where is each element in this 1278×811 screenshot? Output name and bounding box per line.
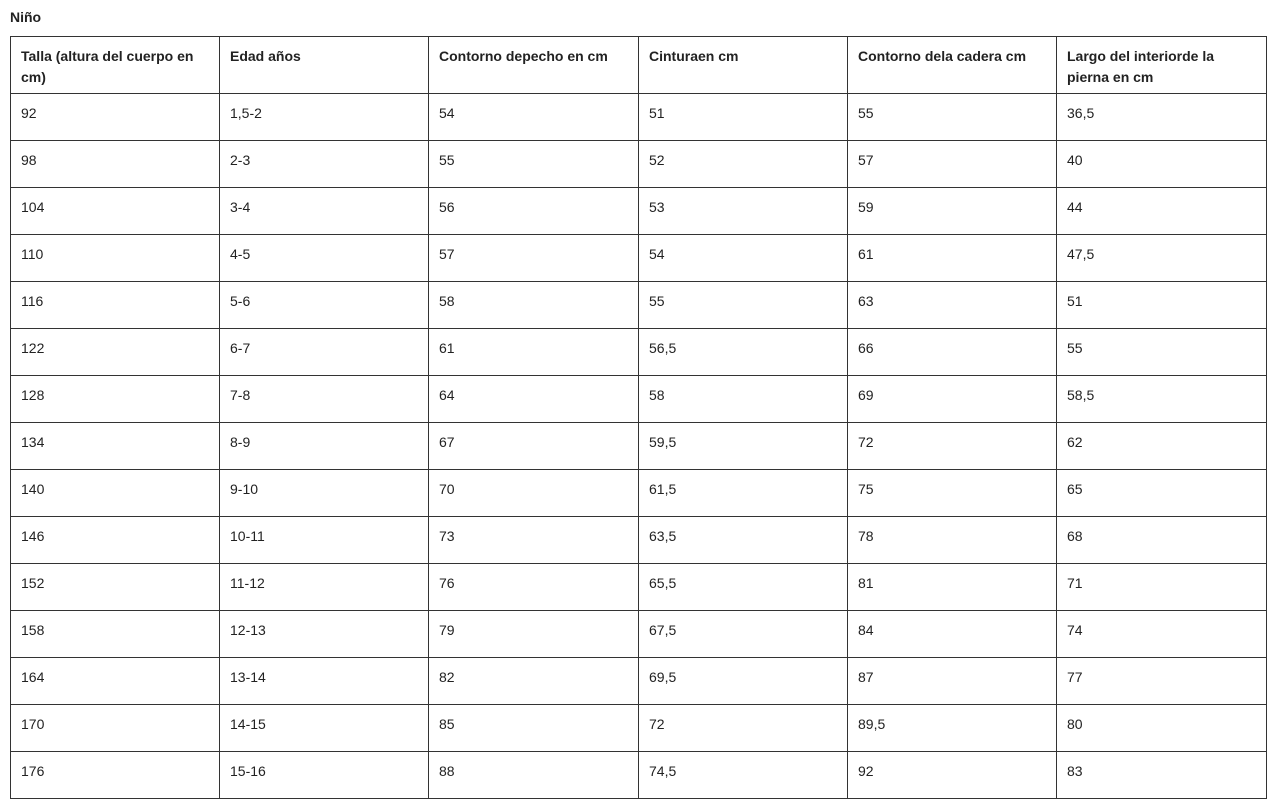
table-cell: 67,5 [639, 611, 848, 658]
table-cell: 98 [11, 141, 220, 188]
table-cell: 56,5 [639, 329, 848, 376]
table-row [11, 141, 1267, 188]
table-cell: 61 [848, 235, 1057, 282]
table-cell: 2-3 [220, 141, 429, 188]
table-cell: 6-7 [220, 329, 429, 376]
table-cell: 63 [848, 282, 1057, 329]
table-row [11, 329, 1267, 376]
table-cell: 36,5 [1057, 94, 1267, 141]
table-cell: 61 [429, 329, 639, 376]
column-header: Cinturaen cm [639, 37, 848, 94]
column-header: Largo del interiorde la pierna en cm [1057, 37, 1267, 94]
table-cell: 74,5 [639, 752, 848, 799]
table-cell: 88 [429, 752, 639, 799]
column-header: Contorno depecho en cm [429, 37, 639, 94]
column-header: Contorno dela cadera cm [848, 37, 1057, 94]
table-row [11, 658, 1267, 705]
table-cell: 72 [848, 423, 1057, 470]
table-cell: 140 [11, 470, 220, 517]
table-cell: 55 [1057, 329, 1267, 376]
table-cell: 9-10 [220, 470, 429, 517]
table-row [11, 705, 1267, 752]
table-cell: 82 [429, 658, 639, 705]
table-row [11, 282, 1267, 329]
table-cell: 122 [11, 329, 220, 376]
table-row [11, 94, 1267, 141]
table-cell: 69 [848, 376, 1057, 423]
table-cell: 75 [848, 470, 1057, 517]
table-row [11, 470, 1267, 517]
table-cell: 71 [1057, 564, 1267, 611]
table-cell: 55 [429, 141, 639, 188]
table-cell: 13-14 [220, 658, 429, 705]
table-row [11, 564, 1267, 611]
table-cell: 10-11 [220, 517, 429, 564]
table-cell: 61,5 [639, 470, 848, 517]
table-cell: 67 [429, 423, 639, 470]
table-cell: 15-16 [220, 752, 429, 799]
table-cell: 92 [11, 94, 220, 141]
column-header: Edad años [220, 37, 429, 94]
table-cell: 87 [848, 658, 1057, 705]
table-row [11, 423, 1267, 470]
table-row [11, 517, 1267, 564]
table-cell: 81 [848, 564, 1057, 611]
table-cell: 57 [429, 235, 639, 282]
table-cell: 77 [1057, 658, 1267, 705]
table-cell: 73 [429, 517, 639, 564]
table-cell: 134 [11, 423, 220, 470]
table-cell: 83 [1057, 752, 1267, 799]
table-cell: 52 [639, 141, 848, 188]
table-cell: 58 [639, 376, 848, 423]
table-cell: 7-8 [220, 376, 429, 423]
table-cell: 44 [1057, 188, 1267, 235]
table-cell: 58 [429, 282, 639, 329]
page-title: Niño [10, 9, 42, 25]
table-row [11, 752, 1267, 799]
table-cell: 62 [1057, 423, 1267, 470]
table-cell: 47,5 [1057, 235, 1267, 282]
table-cell: 63,5 [639, 517, 848, 564]
table-cell: 4-5 [220, 235, 429, 282]
table-cell: 56 [429, 188, 639, 235]
table-row [11, 188, 1267, 235]
table-cell: 14-15 [220, 705, 429, 752]
table-cell: 59 [848, 188, 1057, 235]
table-cell: 110 [11, 235, 220, 282]
table-cell: 170 [11, 705, 220, 752]
table-cell: 128 [11, 376, 220, 423]
table-row [11, 611, 1267, 658]
table-cell: 55 [848, 94, 1057, 141]
table-cell: 68 [1057, 517, 1267, 564]
table-cell: 54 [639, 235, 848, 282]
table-cell: 59,5 [639, 423, 848, 470]
column-header: Talla (altura del cuerpo en cm) [11, 37, 220, 94]
table-cell: 65,5 [639, 564, 848, 611]
table-cell: 54 [429, 94, 639, 141]
table-row [11, 235, 1267, 282]
table-cell: 65 [1057, 470, 1267, 517]
table-cell: 85 [429, 705, 639, 752]
table-cell: 5-6 [220, 282, 429, 329]
table-body [11, 94, 1267, 799]
table-cell: 158 [11, 611, 220, 658]
size-table [10, 36, 1267, 799]
table-cell: 80 [1057, 705, 1267, 752]
table-cell: 3-4 [220, 188, 429, 235]
table-cell: 57 [848, 141, 1057, 188]
table-cell: 164 [11, 658, 220, 705]
table-cell: 70 [429, 470, 639, 517]
table-cell: 92 [848, 752, 1057, 799]
table-cell: 76 [429, 564, 639, 611]
table-cell: 79 [429, 611, 639, 658]
table-cell: 69,5 [639, 658, 848, 705]
table-cell: 84 [848, 611, 1057, 658]
table-cell: 176 [11, 752, 220, 799]
table-row [11, 376, 1267, 423]
table-cell: 64 [429, 376, 639, 423]
table-cell: 146 [11, 517, 220, 564]
table-cell: 11-12 [220, 564, 429, 611]
table-cell: 116 [11, 282, 220, 329]
table-cell: 8-9 [220, 423, 429, 470]
table-cell: 51 [1057, 282, 1267, 329]
table-header-row [11, 37, 1267, 94]
table-cell: 66 [848, 329, 1057, 376]
table-cell: 89,5 [848, 705, 1057, 752]
table-cell: 40 [1057, 141, 1267, 188]
table-cell: 152 [11, 564, 220, 611]
table-cell: 53 [639, 188, 848, 235]
table-cell: 78 [848, 517, 1057, 564]
table-cell: 51 [639, 94, 848, 141]
table-cell: 12-13 [220, 611, 429, 658]
table-cell: 104 [11, 188, 220, 235]
table-cell: 74 [1057, 611, 1267, 658]
table-cell: 55 [639, 282, 848, 329]
table-cell: 1,5-2 [220, 94, 429, 141]
table-cell: 72 [639, 705, 848, 752]
table-cell: 58,5 [1057, 376, 1267, 423]
